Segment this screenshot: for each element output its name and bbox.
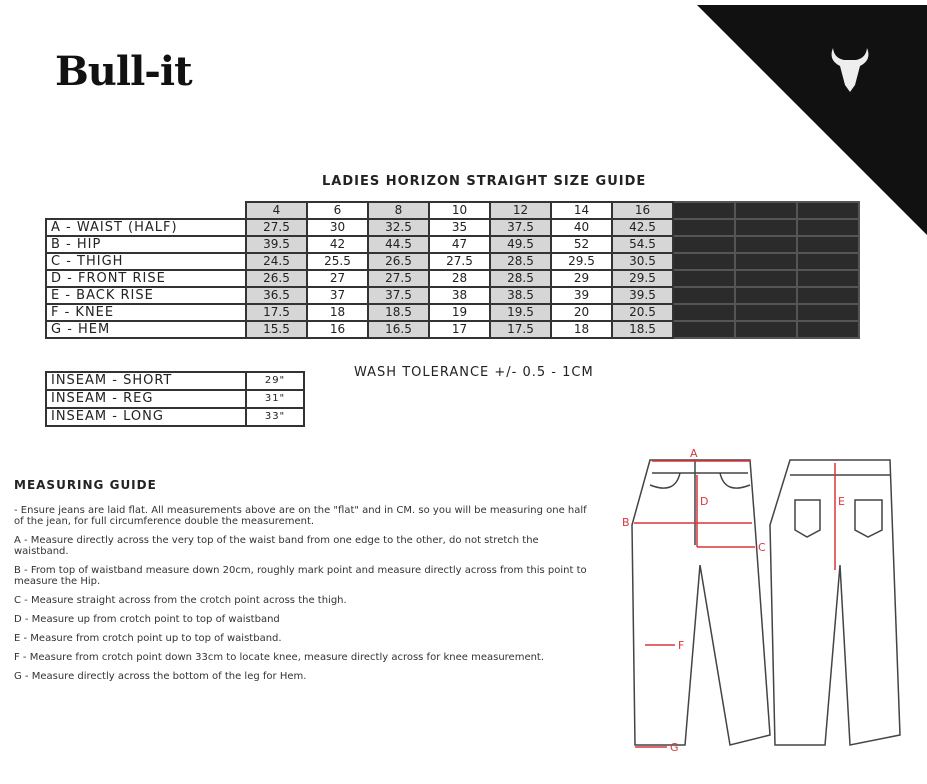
measurement-cell: 26.5: [246, 270, 307, 287]
diagram-label-g: G: [670, 741, 679, 754]
measurement-cell: 42: [307, 236, 368, 253]
measurement-cell: 39.5: [246, 236, 307, 253]
row-label: G - HEM: [46, 321, 246, 338]
measurement-cell: 42.5: [612, 219, 673, 236]
inseam-row: [46, 372, 304, 390]
table-row: [46, 253, 859, 270]
diagram-label-f: F: [678, 639, 685, 652]
measurement-cell: 28: [429, 270, 490, 287]
size-header: 14: [551, 202, 612, 219]
table-row: [46, 304, 859, 321]
measurement-cell: 19.5: [490, 304, 551, 321]
measurement-cell: 20.5: [612, 304, 673, 321]
page-title: LADIES HORIZON STRAIGHT SIZE GUIDE: [322, 174, 647, 189]
row-label: C - THIGH: [46, 253, 246, 270]
row-label: D - FRONT RISE: [46, 270, 246, 287]
measurement-cell: 17.5: [246, 304, 307, 321]
measurement-cell: 16: [307, 321, 368, 338]
inseam-row: [46, 408, 304, 426]
measurement-cell: 47: [429, 236, 490, 253]
measurement-cell: 24.5: [246, 253, 307, 270]
measurement-cell: 27.5: [429, 253, 490, 270]
guide-note: G - Measure directly across the bottom of the leg for Hem.: [14, 671, 307, 682]
diagram-label-d: D: [700, 495, 709, 508]
measurement-cell: 54.5: [612, 236, 673, 253]
row-label: F - KNEE: [46, 304, 246, 321]
measurement-cell: 49.5: [490, 236, 551, 253]
guide-note: A - Measure directly across the very top of the waist band from one edge to the other, do not stretch the waistband.: [14, 535, 539, 557]
size-header: 4: [246, 202, 307, 219]
table-row: [46, 321, 859, 338]
guide-note: C - Measure straight across from the crotch point across the thigh.: [14, 595, 347, 606]
measurement-cell: 36.5: [246, 287, 307, 304]
measurement-cell: 15.5: [246, 321, 307, 338]
measurement-cell: 27.5: [246, 219, 307, 236]
inseam-label: INSEAM - LONG: [46, 408, 246, 426]
inseam-value: 31": [246, 390, 304, 408]
measurement-cell: 18.5: [368, 304, 429, 321]
measurement-cell: 26.5: [368, 253, 429, 270]
measurement-cell: 37: [307, 287, 368, 304]
guide-note: D - Measure up from crotch point to top of waistband: [14, 614, 280, 625]
guide-note: E - Measure from crotch point up to top of waistband.: [14, 633, 282, 644]
measurement-cell: 29: [551, 270, 612, 287]
row-label: B - HIP: [46, 236, 246, 253]
size-header: 6: [307, 202, 368, 219]
inseam-value: 33": [246, 408, 304, 426]
measurement-cell: 16.5: [368, 321, 429, 338]
table-row: [46, 287, 859, 304]
inseam-table: [45, 371, 305, 427]
measuring-guide-notes: [14, 505, 594, 690]
size-header-row: [46, 202, 859, 219]
measurement-cell: 30: [307, 219, 368, 236]
measurement-cell: 30.5: [612, 253, 673, 270]
diagram-label-e: E: [838, 495, 845, 508]
inseam-label: INSEAM - SHORT: [46, 372, 246, 390]
measurement-cell: 39: [551, 287, 612, 304]
measurement-cell: 17.5: [490, 321, 551, 338]
measurement-cell: 29.5: [612, 270, 673, 287]
measurement-cell: 38.5: [490, 287, 551, 304]
measurement-cell: 18.5: [612, 321, 673, 338]
measurement-cell: 27: [307, 270, 368, 287]
measurement-cell: 18: [551, 321, 612, 338]
size-table: [45, 201, 860, 339]
inseam-label: INSEAM - REG: [46, 390, 246, 408]
measurement-cell: 25.5: [307, 253, 368, 270]
wash-tolerance: WASH TOLERANCE +/- 0.5 - 1CM: [354, 365, 594, 380]
measurement-cell: 40: [551, 219, 612, 236]
measurement-cell: 20: [551, 304, 612, 321]
measuring-guide-heading: MEASURING GUIDE: [14, 478, 157, 492]
brand-logo: Bull-it: [55, 48, 192, 95]
measurement-cell: 29.5: [551, 253, 612, 270]
measurement-cell: 17: [429, 321, 490, 338]
row-label: E - BACK RISE: [46, 287, 246, 304]
measurement-cell: 18: [307, 304, 368, 321]
size-header: 8: [368, 202, 429, 219]
measurement-cell: 44.5: [368, 236, 429, 253]
measurement-cell: 32.5: [368, 219, 429, 236]
diagram-label-c: C: [758, 541, 766, 554]
diagram-label-b: B: [622, 516, 630, 529]
row-label: A - WAIST (HALF): [46, 219, 246, 236]
measurement-cell: 37.5: [490, 219, 551, 236]
table-row: [46, 270, 859, 287]
size-header: 10: [429, 202, 490, 219]
table-row: [46, 236, 859, 253]
measurement-cell: 37.5: [368, 287, 429, 304]
jeans-diagram: [620, 445, 920, 755]
measurement-cell: 27.5: [368, 270, 429, 287]
size-header: 12: [490, 202, 551, 219]
measurement-cell: 28.5: [490, 253, 551, 270]
diagram-label-a: A: [690, 447, 698, 460]
inseam-row: [46, 390, 304, 408]
guide-note: - Ensure jeans are laid flat. All measurements above are on the "flat" and in CM. so you will be measuring one half of the jean, for full circumference double the measurement.: [14, 505, 587, 527]
measurement-cell: 52: [551, 236, 612, 253]
table-row: [46, 219, 859, 236]
measurement-cell: 39.5: [612, 287, 673, 304]
measurement-cell: 38: [429, 287, 490, 304]
measurement-cell: 19: [429, 304, 490, 321]
inseam-value: 29": [246, 372, 304, 390]
guide-note: B - From top of waistband measure down 20cm, roughly mark point and measure directly across from this point to measure the Hip.: [14, 565, 587, 587]
size-header: 16: [612, 202, 673, 219]
measurement-cell: 28.5: [490, 270, 551, 287]
guide-note: F - Measure from crotch point down 33cm to locate knee, measure directly across for knee measurement.: [14, 652, 545, 663]
measurement-cell: 35: [429, 219, 490, 236]
